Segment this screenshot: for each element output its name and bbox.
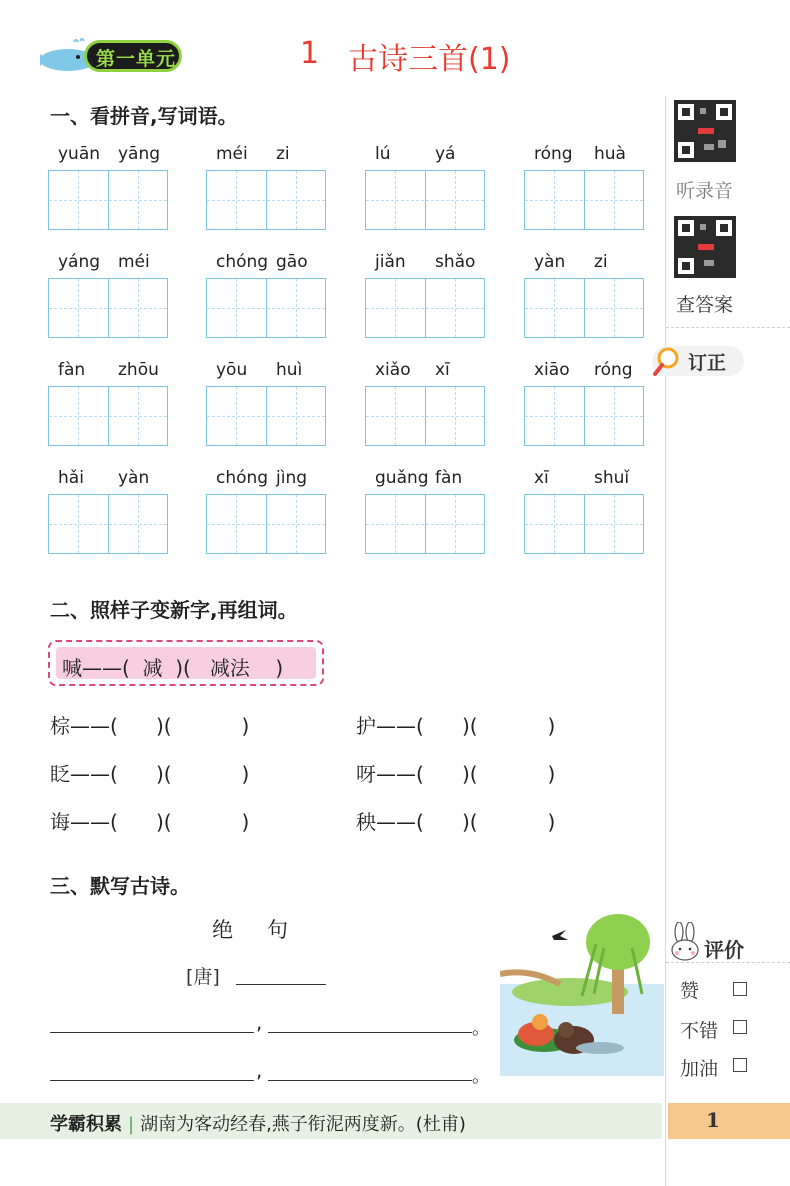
pinyin-label: róng bbox=[534, 144, 573, 164]
tianzige-box[interactable] bbox=[206, 278, 326, 338]
pinyin-label: shuǐ bbox=[594, 468, 630, 488]
eval-checkbox-praise[interactable] bbox=[733, 982, 747, 996]
eval-checkbox-good[interactable] bbox=[733, 1020, 747, 1034]
tianzige-box[interactable] bbox=[524, 386, 644, 446]
section2-title: 二、照样子变新字,再组词。 bbox=[50, 598, 298, 622]
pinyin-label: yuān bbox=[58, 144, 101, 164]
pinyin-label: yá bbox=[435, 144, 456, 164]
pinyin-label: lú bbox=[375, 144, 391, 164]
tianzige-box[interactable] bbox=[206, 494, 326, 554]
qr-icon bbox=[674, 216, 736, 278]
evaluation-title: 评价 bbox=[704, 938, 744, 962]
pinyin-label: yàn bbox=[118, 468, 150, 488]
swallow-icon bbox=[552, 930, 568, 940]
pinyin-label: chóng bbox=[216, 252, 269, 272]
exercise-row[interactable]: 诲——( )( ) bbox=[50, 810, 250, 834]
pinyin-label: yàn bbox=[534, 252, 566, 272]
magnifier-icon bbox=[652, 344, 684, 378]
pinyin-label: jiǎn bbox=[375, 252, 406, 272]
author-blank[interactable] bbox=[236, 984, 326, 985]
pinyin-label: huà bbox=[594, 144, 626, 164]
evaluation-separator bbox=[666, 962, 790, 963]
pinyin-label: fàn bbox=[58, 360, 86, 380]
page-number-tab bbox=[668, 1103, 790, 1139]
tianzige-box[interactable] bbox=[48, 386, 168, 446]
poem-illustration bbox=[500, 914, 664, 1076]
poem-line-blank[interactable] bbox=[50, 1080, 254, 1081]
section1-title: 一、看拼音,写词语。 bbox=[50, 104, 238, 128]
eval-checkbox-keep-going[interactable] bbox=[733, 1058, 747, 1072]
dynasty-label: [唐] bbox=[186, 966, 220, 988]
pinyin-label: méi bbox=[118, 252, 150, 272]
tianzige-box[interactable] bbox=[524, 170, 644, 230]
correction-label: 订正 bbox=[688, 352, 727, 374]
tianzige-box[interactable] bbox=[48, 170, 168, 230]
pinyin-label: xī bbox=[534, 468, 549, 488]
pinyin-label: méi bbox=[216, 144, 248, 164]
pinyin-label: huì bbox=[276, 360, 303, 380]
pinyin-label: yāng bbox=[118, 144, 161, 164]
unit-badge bbox=[38, 32, 188, 78]
page-number: 1 bbox=[706, 1108, 720, 1132]
poem-line-blank[interactable] bbox=[268, 1080, 472, 1081]
footer-quote: 湖南为客动经春,燕子衔泥两度新。(杜甫) bbox=[140, 1114, 466, 1135]
period: 。 bbox=[472, 1066, 490, 1087]
footer-label: 学霸积累 bbox=[50, 1114, 122, 1135]
unit-label: 第一单元 bbox=[96, 48, 177, 70]
pinyin-label: xiāo bbox=[534, 360, 570, 380]
tianzige-box[interactable] bbox=[524, 494, 644, 554]
pinyin-label: hǎi bbox=[58, 468, 84, 488]
pinyin-label: jìng bbox=[276, 468, 308, 488]
pinyin-label: gāo bbox=[276, 252, 308, 272]
pinyin-label: fàn bbox=[435, 468, 463, 488]
footer-accumulation bbox=[50, 1110, 466, 1136]
tianzige-box[interactable] bbox=[365, 170, 485, 230]
tianzige-box[interactable] bbox=[206, 170, 326, 230]
tianzige-box[interactable] bbox=[206, 386, 326, 446]
check-answers-label[interactable]: 查答案 bbox=[676, 294, 734, 316]
pinyin-label: yōu bbox=[216, 360, 248, 380]
rabbit-icon bbox=[668, 922, 702, 962]
pinyin-label: yáng bbox=[58, 252, 101, 272]
exercise-row[interactable]: 眨——( )( ) bbox=[50, 762, 250, 786]
sidebar-divider bbox=[665, 96, 666, 1186]
example-text: 喊——( 减 )( 减法 ) bbox=[62, 656, 284, 680]
pinyin-label: xiǎo bbox=[375, 360, 411, 380]
pinyin-label: guǎng bbox=[375, 468, 429, 488]
tianzige-box[interactable] bbox=[48, 278, 168, 338]
period: 。 bbox=[472, 1018, 490, 1039]
pinyin-label: zhōu bbox=[118, 360, 159, 380]
poem-line-blank[interactable] bbox=[50, 1032, 254, 1033]
footer-separator: | bbox=[128, 1114, 135, 1135]
tianzige-box[interactable] bbox=[365, 494, 485, 554]
exercise-row[interactable]: 棕——( )( ) bbox=[50, 714, 250, 738]
exercise-row[interactable]: 呀——( )( ) bbox=[356, 762, 556, 786]
qr-code-answers[interactable] bbox=[674, 216, 736, 278]
comma: , bbox=[256, 1058, 263, 1082]
pinyin-label: zi bbox=[594, 252, 608, 272]
pinyin-label: zi bbox=[276, 144, 290, 164]
poem-line-blank[interactable] bbox=[268, 1032, 472, 1033]
tianzige-box[interactable] bbox=[524, 278, 644, 338]
section3-title: 三、默写古诗。 bbox=[50, 874, 190, 898]
qr-icon bbox=[674, 100, 736, 162]
eval-option-label: 赞 bbox=[680, 980, 700, 1002]
pinyin-label: xī bbox=[435, 360, 450, 380]
eval-option-label: 不错 bbox=[680, 1020, 719, 1042]
listen-audio-label[interactable]: 听录音 bbox=[676, 180, 734, 202]
pinyin-label: chóng bbox=[216, 468, 269, 488]
exercise-row[interactable]: 护——( )( ) bbox=[356, 714, 556, 738]
lesson-title: 古诗三首(1) bbox=[348, 42, 511, 77]
tianzige-box[interactable] bbox=[48, 494, 168, 554]
tianzige-box[interactable] bbox=[365, 278, 485, 338]
sidebar-separator bbox=[666, 327, 790, 328]
tianzige-box[interactable] bbox=[365, 386, 485, 446]
qr-code-audio[interactable] bbox=[674, 100, 736, 162]
poem-title: 绝句 bbox=[212, 918, 322, 942]
example-box bbox=[48, 640, 324, 686]
pinyin-label: róng bbox=[594, 360, 633, 380]
lesson-number: 1 bbox=[300, 36, 320, 71]
comma: , bbox=[256, 1010, 263, 1034]
exercise-row[interactable]: 秧——( )( ) bbox=[356, 810, 556, 834]
pinyin-label: shǎo bbox=[435, 252, 476, 272]
eval-option-label: 加油 bbox=[680, 1058, 719, 1080]
